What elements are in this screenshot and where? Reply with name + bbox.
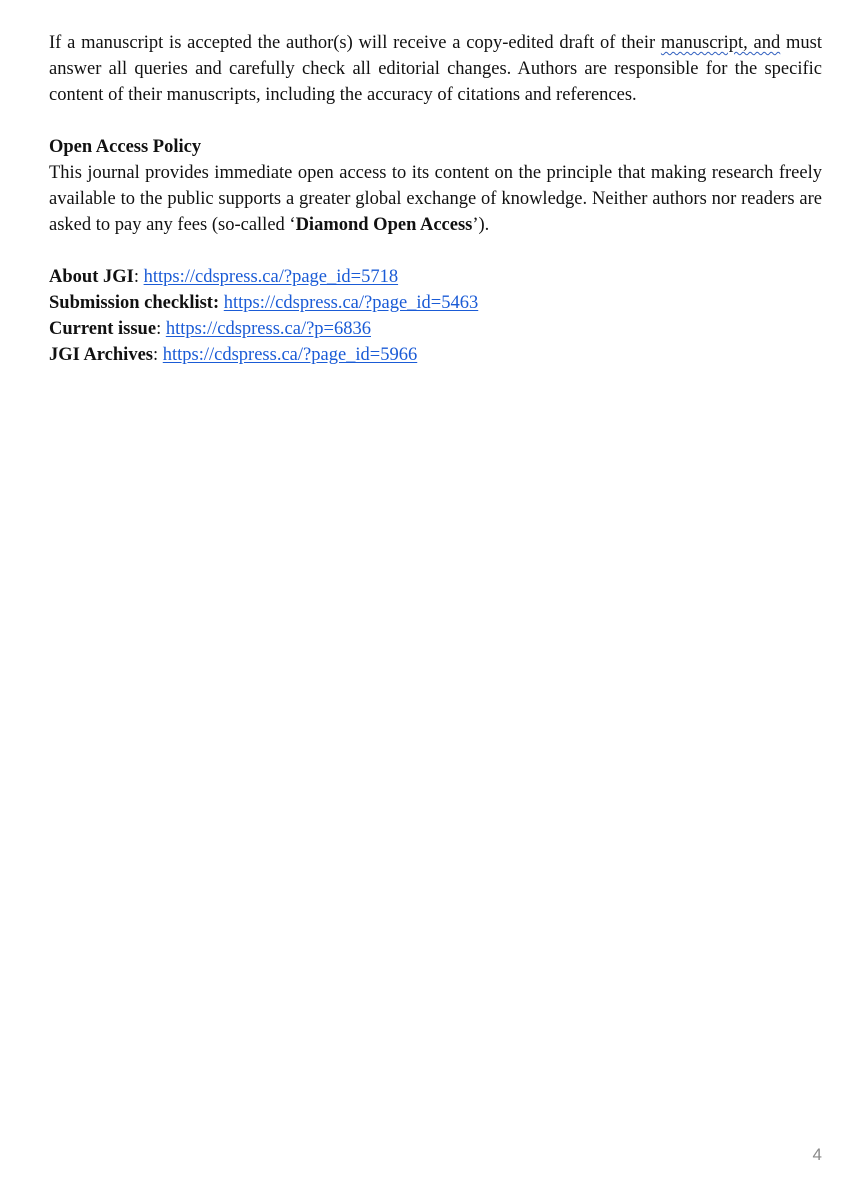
link-separator: : [133,267,144,287]
jgi-archives-link[interactable]: https://cdspress.ca/?page_id=5966 [162,345,418,365]
paragraph-spacer [49,108,822,134]
diamond-open-access-term: Diamond Open Access [295,215,473,235]
spellcheck-flagged-text[interactable]: manuscript, and [660,33,781,53]
link-row-about-jgi [49,264,822,290]
review-text-end: must answer all queries and carefully check all editorial changes. Authors are responsible for the specific content of their manuscripts, including the accuracy of citations and references. [49,33,822,105]
review-text-start: If a manuscript is accepted the author(s) will receive a copy-edited draft of their [49,33,661,53]
link-row-jgi-archives [49,342,822,368]
link-separator: : [152,345,163,365]
review-paragraph [49,30,822,108]
submission-checklist-link[interactable]: https://cdspress.ca/?page_id=5463 [223,293,479,313]
link-row-current-issue [49,316,822,342]
document-page [49,30,822,368]
current-issue-link[interactable]: https://cdspress.ca/?p=6836 [165,319,371,339]
paragraph-spacer [49,238,822,264]
link-label: Current issue [49,319,157,339]
link-label: JGI Archives [49,345,153,365]
open-access-paragraph [49,160,822,238]
open-access-heading: Open Access Policy [49,137,202,157]
open-access-text-end: ’). [472,215,490,235]
open-access-text-start: This journal provides immediate open access to its content on the principle that making research freely available to the public supports a greater global exchange of knowledge. Neither authors nor readers are asked to pay any fees (so-called ‘ [49,163,822,235]
about-jgi-link[interactable]: https://cdspress.ca/?page_id=5718 [143,267,399,287]
link-row-submission-checklist [49,290,822,316]
link-label: Submission checklist: [49,293,220,313]
page-number: 4 [812,1145,822,1164]
link-separator: : [156,319,166,339]
links-list [49,264,822,368]
link-label: About JGI [49,267,134,287]
